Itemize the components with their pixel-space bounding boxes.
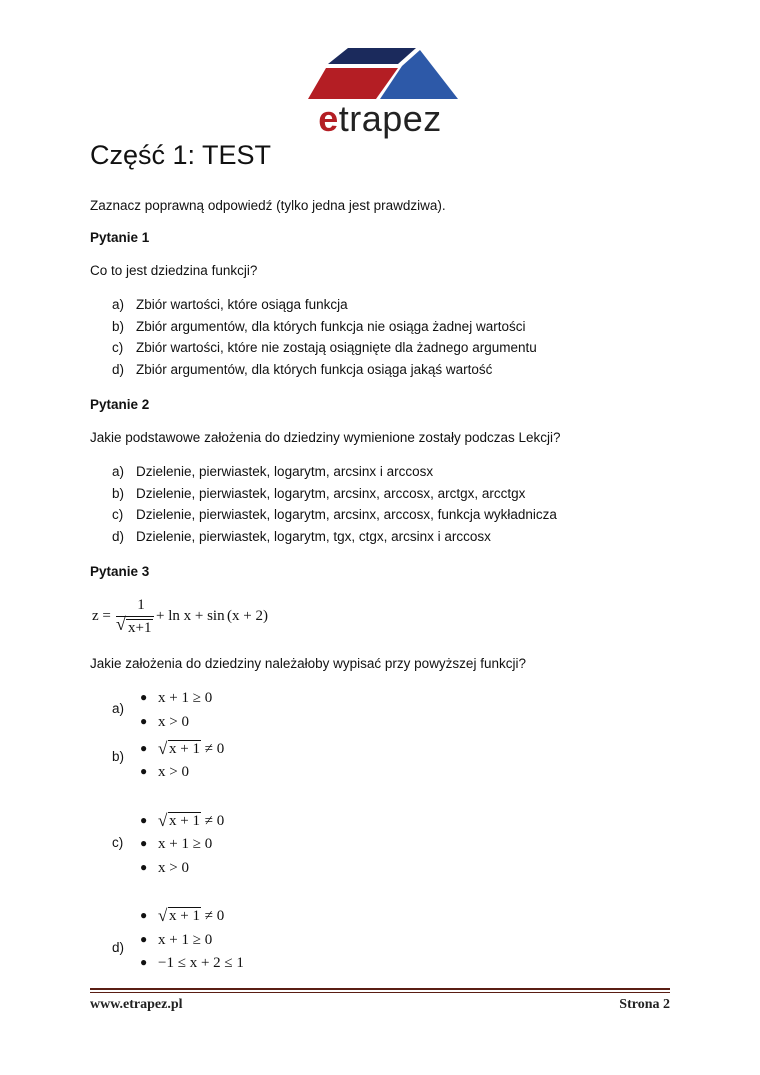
q3-a-item-1: ● x + 1 ≥ 0 [140,690,213,706]
sqrt-symbol: √ [116,614,126,634]
q3-d-item-1: ● √ x + 1 ≠ 0 [140,906,225,925]
formula-paren: (x + 2) [227,608,268,624]
bullet-icon: ● [140,908,148,922]
q3-option-b-label[interactable]: b) [112,749,125,764]
instruction: Zaznacz poprawną odpowiedź (tylko jedna jest prawdziwa). [90,198,446,213]
q3-c-item-2: ● x + 1 ≥ 0 [140,836,213,852]
q3-option-a-label[interactable]: a) [112,701,125,716]
q3-b-item-1: ● √ x + 1 ≠ 0 [140,739,225,758]
q1-question: Co to jest dziedzina funkcji? [90,263,258,278]
q1-option-a[interactable]: a) Zbiór wartości, które osiąga funkcja [112,297,348,312]
q2-option-b[interactable]: b) Dzielenie, pierwiastek, logarytm, arcsinx, arccosx, arctgx, arcctgx [112,486,526,501]
q1-option-b[interactable]: b) Zbiór argumentów, dla których funkcja nie osiąga żadnej wartości [112,319,526,334]
q2-option-c[interactable]: c) Dzielenie, pierwiastek, logarytm, arcsinx, arccosx, funkcja wykładnicza [112,507,557,522]
bullet-icon: ● [140,741,148,755]
bullet-icon: ● [140,836,148,850]
q1-heading: Pytanie 1 [90,230,150,245]
q2-heading: Pytanie 2 [90,397,150,412]
bullet-icon: ● [140,860,148,874]
q3-d-item-2: ● x + 1 ≥ 0 [140,932,213,948]
footer-rule-thick [90,988,670,990]
bullet-icon: ● [140,690,148,704]
q3-b-item-2: ● x > 0 [140,764,189,780]
formula-rest: + ln x + sin [156,608,225,624]
formula-denominator: x+1 [128,620,152,636]
q2-option-a[interactable]: a) Dzielenie, pierwiastek, logarytm, arcsinx i arccosx [112,464,434,479]
bullet-icon: ● [140,813,148,827]
etrapez-logo [288,44,472,142]
q3-a-item-2: ● x > 0 [140,714,189,730]
trapez-logo-icon [288,44,472,104]
formula-lhs: z = [92,608,111,624]
footer-url[interactable]: www.etrapez.pl [90,997,183,1012]
logo-top-face [328,48,416,64]
q2-option-d[interactable]: d) Dzielenie, pierwiastek, logarytm, tgx, ctgx, arcsinx i arccosx [112,529,491,544]
bullet-icon: ● [140,955,148,969]
q3-d-item-3: ● −1 ≤ x + 2 ≤ 1 [140,955,244,971]
logo-e: e [318,98,339,139]
bullet-icon: ● [140,764,148,778]
q3-c-item-3: ● x > 0 [140,860,189,876]
q2-question: Jakie podstawowe założenia do dziedziny wymienione zostały podczas Lekcji? [90,430,561,445]
logo-wordmark [288,98,472,140]
footer-page-number: Strona 2 [619,997,670,1012]
q3-option-c-label[interactable]: c) [112,835,124,850]
q1-option-d[interactable]: d) Zbiór argumentów, dla których funkcja osiąga jakąś wartość [112,362,493,377]
q3-option-d-label[interactable]: d) [112,940,125,955]
q3-c-item-1: ● √ x + 1 ≠ 0 [140,811,225,830]
footer-rule-thin [90,992,670,993]
q3-formula [92,596,292,640]
logo-rest: trapez [338,98,442,139]
q1-option-c[interactable]: c) Zbiór wartości, które nie zostają osiągnięte dla żadnego argumentu [112,340,537,355]
bullet-icon: ● [140,932,148,946]
q3-heading: Pytanie 3 [90,564,150,579]
q3-question: Jakie założenia do dziedziny należałoby wypisać przy powyższej funkcji? [90,656,526,671]
formula-numerator: 1 [137,597,145,613]
page-title: Część 1: TEST [90,140,272,170]
bullet-icon: ● [140,714,148,728]
